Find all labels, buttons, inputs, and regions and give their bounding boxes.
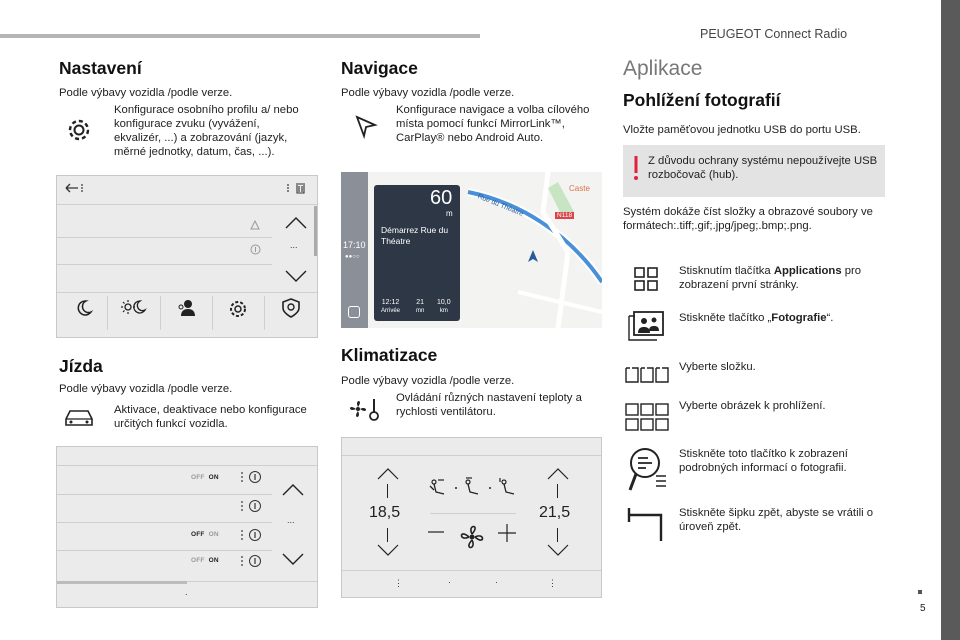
scroll-down-icon[interactable] xyxy=(281,552,305,566)
navigation-arrow-icon xyxy=(353,113,379,139)
temp-right: 21,5 xyxy=(539,504,571,521)
temp-left-down-icon[interactable] xyxy=(376,544,400,556)
driving-screen xyxy=(56,446,318,608)
privacy-icon[interactable] xyxy=(280,297,302,319)
apps-grid-icon xyxy=(634,267,658,291)
klimatizace-subtitle: Podle výbavy vozidla /podle verze. xyxy=(341,375,515,387)
info-icon[interactable] xyxy=(240,528,264,542)
turn-distance: 60 xyxy=(430,187,453,209)
settings-screen xyxy=(56,175,318,338)
night-mode-icon[interactable] xyxy=(74,298,94,318)
folders-icon xyxy=(625,365,669,383)
road-label: N118 xyxy=(557,212,573,219)
temp-left: 18,5 xyxy=(369,504,401,521)
step-6-text: Stiskněte šipku zpět, abyste se vrátili o úroveň zpět. xyxy=(679,507,874,533)
toggle-row-1[interactable]: OFF ON xyxy=(191,474,219,481)
thumbnails-icon xyxy=(625,403,669,431)
header-rule xyxy=(0,34,480,38)
street-label: Rue du Théatre xyxy=(476,193,525,218)
info-icon[interactable] xyxy=(240,554,264,568)
brand-title: PEUGEOT Connect Radio xyxy=(700,27,848,41)
distance-stat: 10,0 km xyxy=(437,299,451,314)
info-search-icon xyxy=(628,446,668,492)
jizda-subtitle: Podle výbavy vozidla /podle verze. xyxy=(59,383,233,395)
menu-dots[interactable]: ⋮ xyxy=(394,578,403,588)
nastaveni-title: Nastavení xyxy=(59,58,142,78)
page-dot xyxy=(918,590,922,594)
klimatizace-description: Ovládání různých nastavení teploty a rychlosti ventilátoru. xyxy=(396,392,582,418)
jizda-description: Aktivace, deaktivace nebo konfigurace určitých funkcí vozidla. xyxy=(114,404,307,430)
aplikace-title: Pohlížení fotografií xyxy=(623,90,781,110)
signal-icon: ●●○○ xyxy=(345,254,360,260)
home-button[interactable] xyxy=(348,306,360,318)
step-1-text: Stisknutím tlačítka Applications pro zobrazení první stránky. xyxy=(679,265,862,291)
clock: 17:10 xyxy=(343,240,366,250)
jizda-title: Jízda xyxy=(59,356,103,376)
more-indicator: ... xyxy=(290,240,298,250)
side-band xyxy=(941,0,960,640)
delete-icon[interactable] xyxy=(285,181,309,195)
day-night-icon[interactable] xyxy=(121,297,147,317)
car-driving-icon xyxy=(62,407,96,429)
warning-exclamation-icon xyxy=(633,155,639,181)
climate-screen xyxy=(341,437,602,598)
toggle-row-3[interactable]: OFF ON xyxy=(191,557,219,564)
nastaveni-description: Konfigurace osobního profilu a/ nebo konfigurace zvuku (vyvážení, ekvalizér, ...) a zobrazování (jazyk, měrné jednotky, datum, čas, ...). xyxy=(114,104,299,158)
photo-icon xyxy=(628,311,664,341)
duration-stat: 21 mn xyxy=(416,299,425,314)
fan-plus-icon[interactable] xyxy=(498,524,516,542)
warning-box xyxy=(623,145,885,197)
pager-dot: · xyxy=(495,577,498,587)
pager-dot: · xyxy=(448,577,451,587)
warning-icon xyxy=(250,220,260,230)
climate-fan-icon xyxy=(346,395,382,423)
info-icon[interactable] xyxy=(240,499,264,513)
more-indicator: ... xyxy=(287,515,295,525)
page-indicator: . xyxy=(185,587,188,597)
step-2-text: Stiskněte tlačítko „Fotografie“. xyxy=(679,312,834,324)
guidance-card xyxy=(374,185,460,321)
guidance-instruction: Démarrez Rue du Théatre xyxy=(381,225,449,246)
step-5-text: Stiskněte toto tlačítko k zobrazení podrobných informací o fotografii. xyxy=(679,448,848,474)
position-arrow-icon xyxy=(528,250,538,262)
distance-unit: m xyxy=(446,209,453,218)
nastaveni-subtitle: Podle výbavy vozidla /podle verze. xyxy=(59,87,233,99)
temp-right-down-icon[interactable] xyxy=(546,544,570,556)
scroll-down-icon[interactable] xyxy=(284,269,308,283)
back-icon[interactable] xyxy=(63,181,87,195)
klimatizace-title: Klimatizace xyxy=(341,345,438,365)
aplikace-formats: Systém dokáže číst složky a obrazové soubory ve formátech:.tiff;.gif;.jpg/jpeg;.bmp;.png. xyxy=(623,206,873,232)
fan-speed-icon xyxy=(457,522,487,552)
back-arrow-icon xyxy=(627,507,667,543)
system-settings-icon[interactable] xyxy=(227,297,249,319)
info-icon xyxy=(250,244,261,255)
navigace-title: Navigace xyxy=(341,58,418,78)
aplikace-heading: Aplikace xyxy=(623,57,703,80)
settings-gear-icon xyxy=(64,115,94,145)
scroll-up-icon[interactable] xyxy=(281,483,305,497)
warning-text: Z důvodu ochrany systému nepoužívejte USB rozbočovač (hub). xyxy=(648,155,878,181)
navigace-subtitle: Podle výbavy vozidla /podle verze. xyxy=(341,87,515,99)
aplikace-intro: Vložte paměťovou jednotku USB do portu USB. xyxy=(623,124,861,136)
page-number: 5 xyxy=(920,603,926,614)
place-label: Caste xyxy=(569,184,590,193)
step-4-text: Vyberte obrázek k prohlížení. xyxy=(679,400,826,412)
arrival-stat: 12:12 Arrivée xyxy=(381,299,401,314)
toggle-row-2[interactable]: OFF ON xyxy=(191,531,219,538)
air-distribution-icon[interactable] xyxy=(428,476,518,498)
fan-minus-icon[interactable] xyxy=(428,530,444,534)
step-3-text: Vyberte složku. xyxy=(679,361,756,373)
menu-dots[interactable]: ⋮ xyxy=(548,578,557,588)
temp-right-up-icon[interactable] xyxy=(546,468,570,480)
temp-left-up-icon[interactable] xyxy=(376,468,400,480)
navigace-description: Konfigurace navigace a volba cílového místa pomocí funkcí MirrorLink™, CarPlay® nebo Android Auto. xyxy=(396,104,590,144)
info-icon[interactable] xyxy=(240,470,264,484)
profile-icon[interactable] xyxy=(176,298,196,318)
scroll-up-icon[interactable] xyxy=(284,216,308,230)
